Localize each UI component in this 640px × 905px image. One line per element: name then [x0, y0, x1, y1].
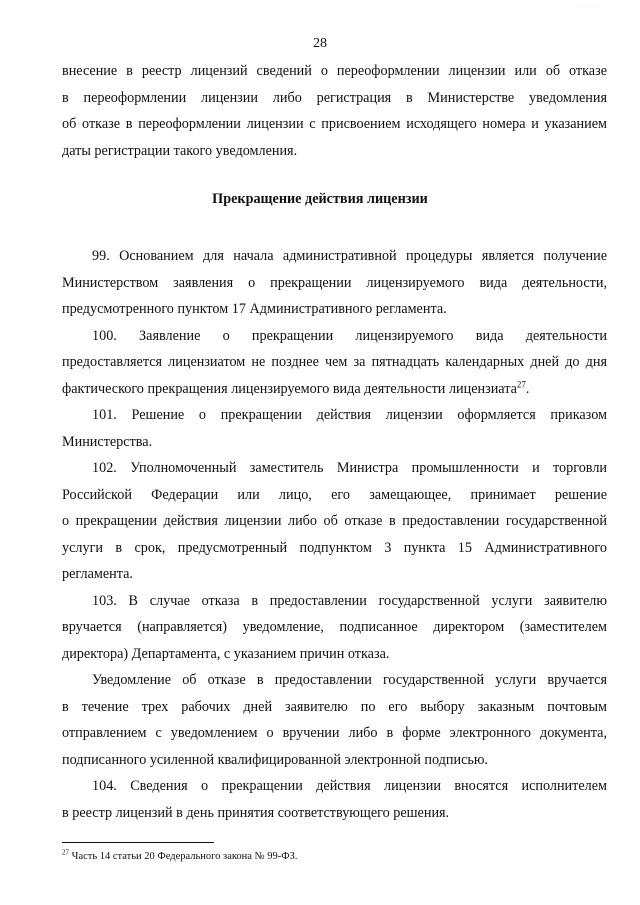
- paragraph-103-line: вручается (направляется) уведомление, подписанное директором (заместителем: [62, 619, 607, 635]
- paragraph-99-line: предусмотренного пунктом 17 Административного регламента.: [62, 301, 447, 317]
- scan-corner-mark: · · ·: [578, 2, 600, 11]
- paragraph-103-line: директора) Департамента, с указанием причин отказа.: [62, 645, 390, 662]
- paragraph-99-line: Министерством заявления о прекращении лицензируемого вида деятельности,: [62, 274, 607, 291]
- text-line: даты регистрации такого уведомления.: [62, 142, 298, 159]
- paragraph-100-end: .: [525, 380, 530, 397]
- paragraph-102-line: о прекращении действия лицензии либо об отказе в предоставлении государственной: [62, 513, 607, 529]
- paragraph-101-line: 101. Решение о прекращении действия лицензии оформляется приказом: [92, 407, 607, 423]
- page-number: 28: [313, 36, 327, 51]
- section-heading: Прекращение действия лицензии: [212, 191, 428, 207]
- text-line: в переоформлении лицензии либо регистрация в Министерстве уведомления: [62, 89, 607, 106]
- paragraph-104-line: 104. Сведения о прекращении действия лицензии вносятся исполнителем: [92, 778, 607, 794]
- footnote-reference: 27: [516, 378, 526, 389]
- section-body: [62, 243, 607, 826]
- paragraph-102-line: Российской Федерации или лицо, его замещающее, принимает решение: [62, 486, 607, 503]
- paragraph-102-line: регламента.: [62, 566, 133, 582]
- footnote: [62, 848, 298, 862]
- paragraph-103b-line: в течение трех рабочих дней заявителю по его выбору заказным почтовым: [62, 698, 607, 715]
- paragraph-103b-line: отправлением с уведомлением о вручении либо в форме электронного документа,: [62, 725, 607, 741]
- paragraph-100-line-last: [62, 376, 607, 403]
- paragraph-101-line: Министерства.: [62, 433, 153, 450]
- paragraph-100-line: предоставляется лицензиатом не позднее чем за пятнадцать календарных дней до дня: [62, 354, 607, 370]
- footnote-divider: [62, 842, 214, 843]
- paragraph-103b-line: Уведомление об отказе в предоставлении государственной услуги вручается: [92, 672, 607, 688]
- footnote-text: Часть 14 статьи 20 Федерального закона № 99-ФЗ.: [71, 851, 298, 862]
- text-line: об отказе в переоформлении лицензии с присвоением исходящего номера и указанием: [62, 116, 607, 132]
- paragraph-100-line: 100. Заявление о прекращении лицензируемого вида деятельности: [92, 327, 607, 344]
- text-line: внесение в реестр лицензий сведений о переоформлении лицензии или об отказе: [62, 63, 607, 79]
- paragraph-103-line: 103. В случае отказа в предоставлении государственной услуги заявителю: [92, 592, 607, 609]
- intro-paragraph: [62, 58, 607, 164]
- paragraph-104-line: в реестр лицензий в день принятия соответствующего решения.: [62, 804, 450, 821]
- paragraph-103b-line: подписанного усиленной квалифицированной электронной подписью.: [62, 751, 488, 768]
- footnote-mark: 27: [62, 848, 69, 857]
- paragraph-99-line: 99. Основанием для начала административной процедуры является получение: [92, 248, 607, 264]
- paragraph-102-line: услуги в срок, предусмотренный подпунктом 3 пункта 15 Административного: [62, 539, 607, 556]
- paragraph-102-line: 102. Уполномоченный заместитель Министра промышленности и торговли: [92, 460, 607, 476]
- paragraph-100-text: фактического прекращения лицензируемого вида деятельности лицензиата: [62, 380, 517, 397]
